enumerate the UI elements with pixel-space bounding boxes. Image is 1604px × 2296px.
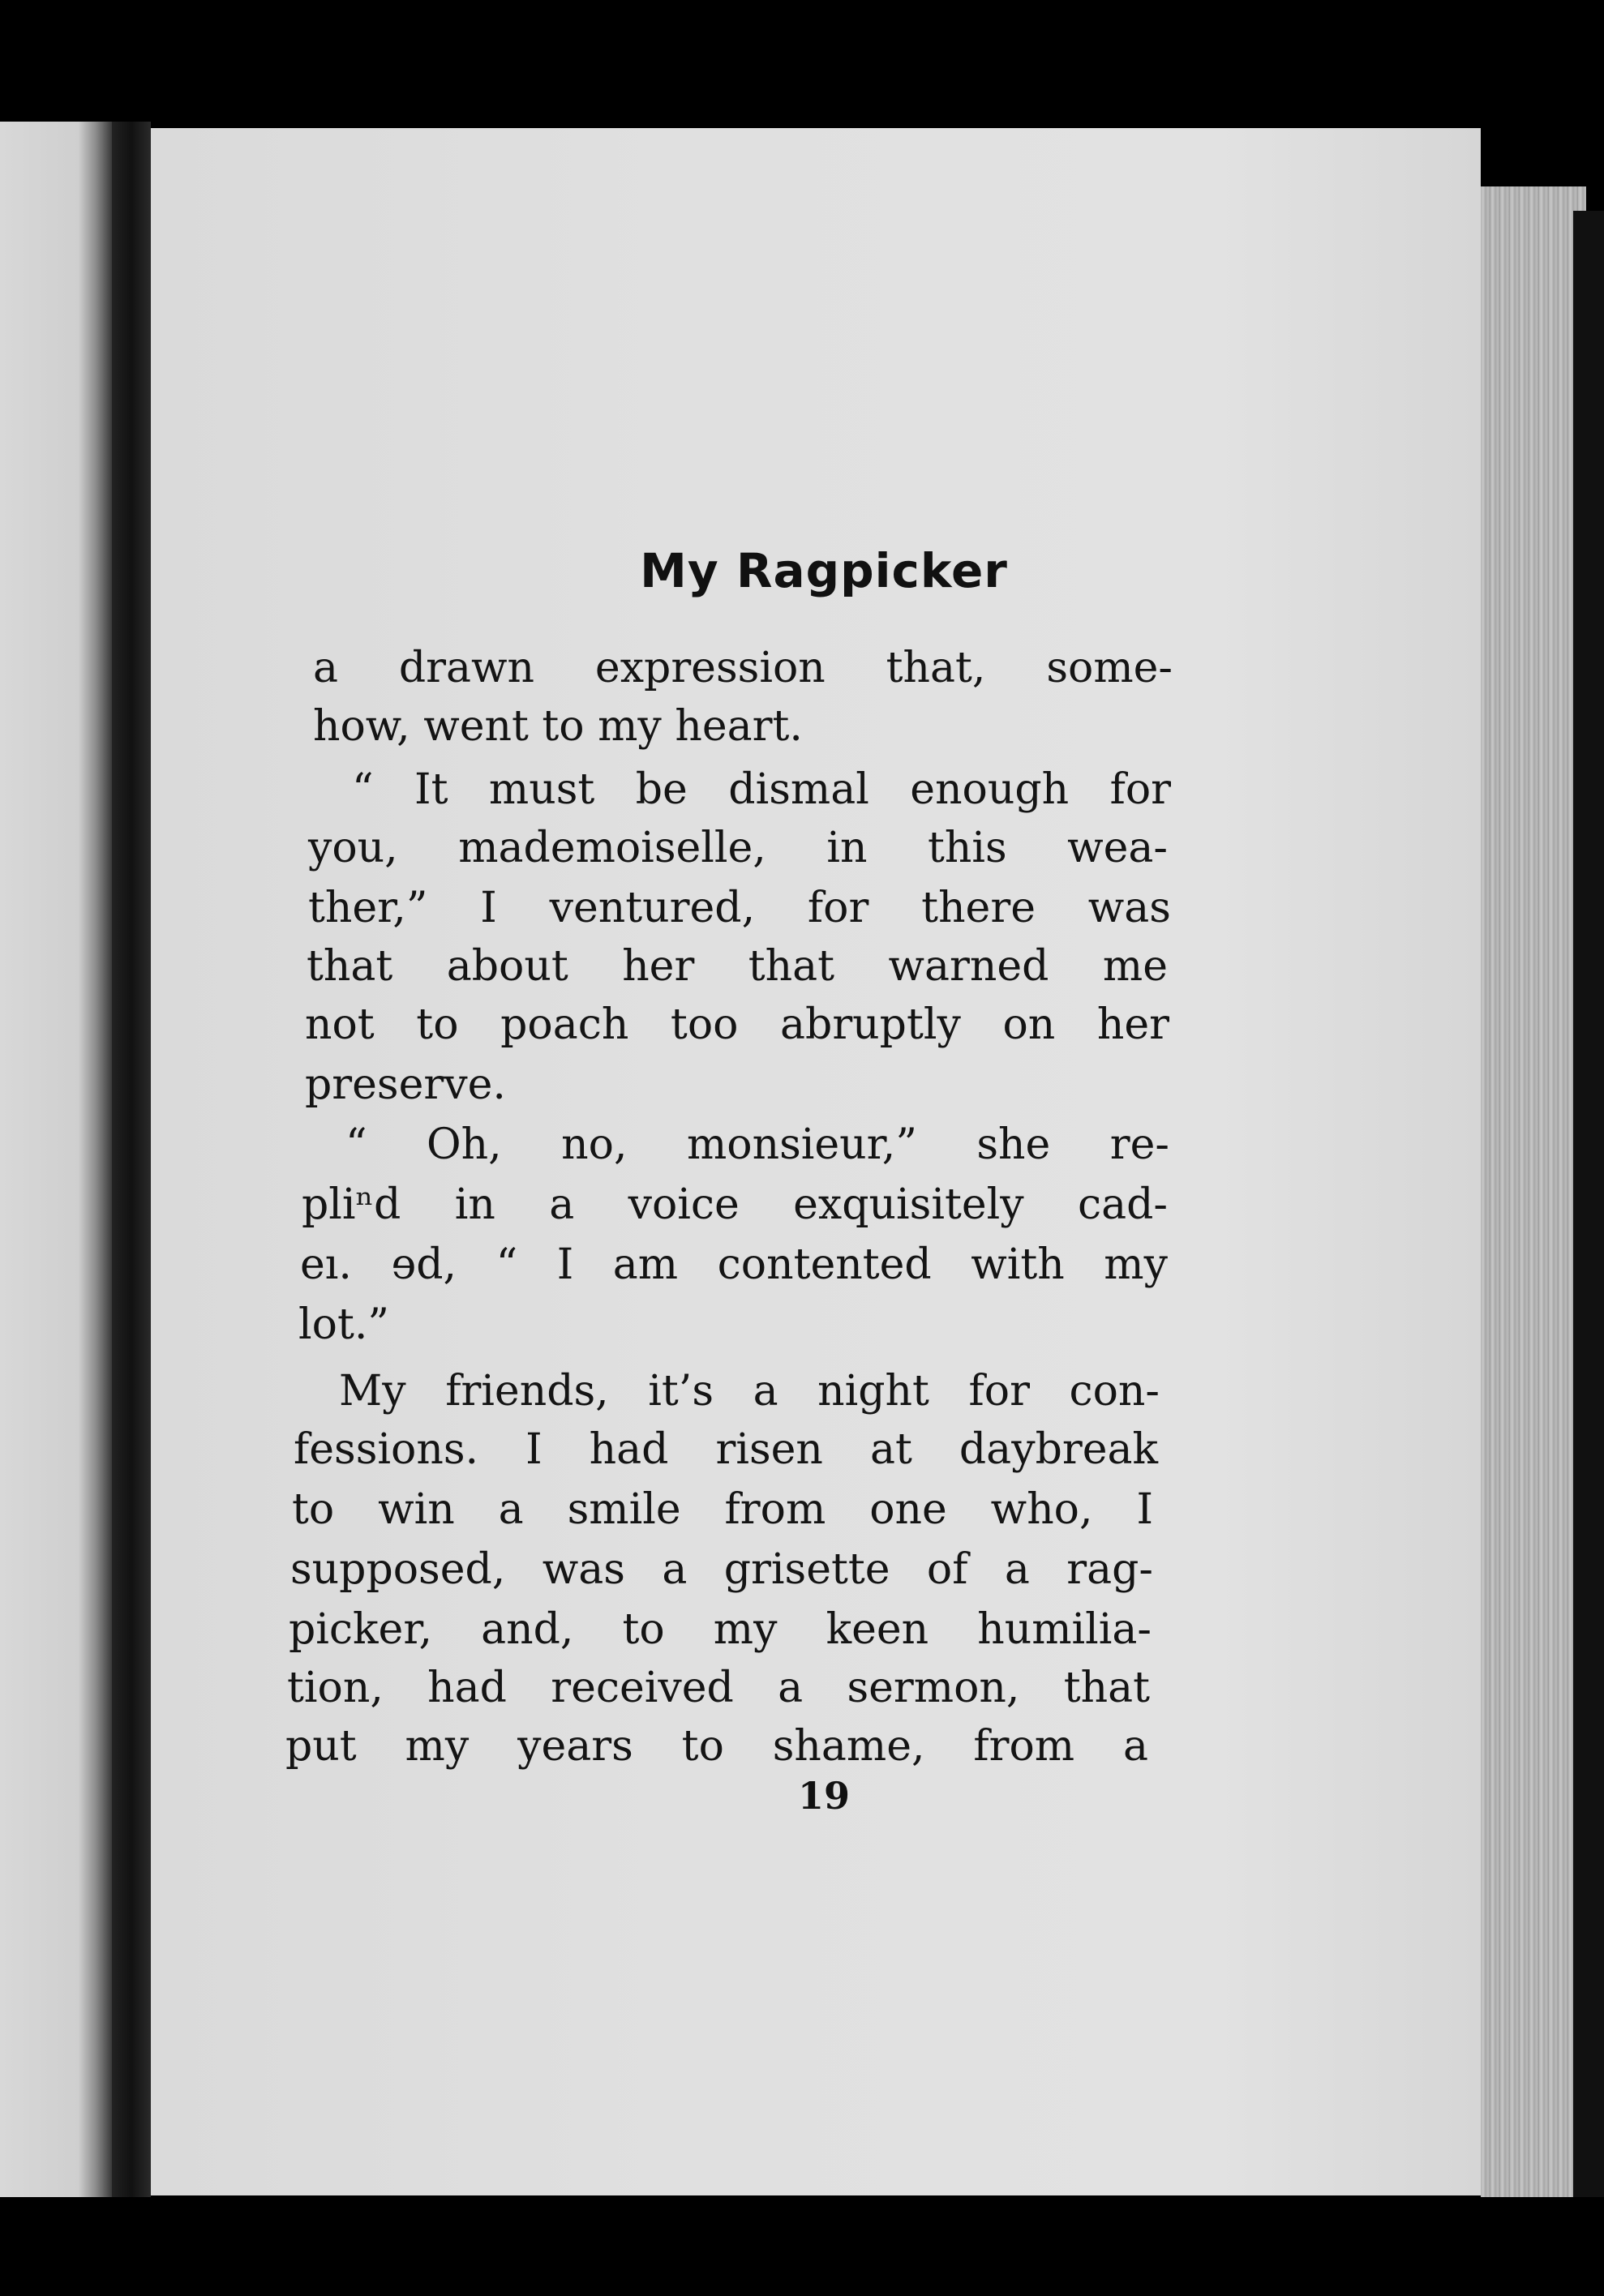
text-line: ther,” I ventured, for there was — [308, 884, 1171, 932]
running-head: My Ragpicker — [640, 543, 1008, 598]
book-page — [151, 128, 1481, 2195]
text-line: picker, and, to my keen humilia- — [289, 1605, 1152, 1654]
facing-page-edge — [0, 122, 112, 2197]
text-line: preserve. — [305, 1060, 506, 1109]
text-line: “ Oh, no, monsieur,” she re- — [345, 1120, 1169, 1169]
text-line: “ It must be dismal enough for — [352, 765, 1171, 814]
text-line: pliⁿd in a voice exquisitely cad- — [302, 1180, 1168, 1229]
text-line: not to poach too abruptly on her — [305, 1000, 1169, 1049]
text-line: to win a smile from one who, I — [292, 1485, 1153, 1534]
text-line: tion, had received a sermon, that — [287, 1664, 1150, 1712]
page-block-edge — [1481, 186, 1586, 2197]
text-line: how, went to my heart. — [313, 702, 803, 751]
text-line: you, mademoiselle, in this wea- — [308, 824, 1168, 872]
book-gutter — [112, 122, 151, 2197]
text-line: a drawn expression that, some- — [313, 644, 1173, 692]
page-edge-shadow — [1573, 211, 1604, 2197]
text-line: put my years to shame, from a — [285, 1722, 1148, 1771]
text-line: eı. ɘd, “ I am contented with my — [300, 1240, 1168, 1289]
text-line: supposed, was a grisette of a rag- — [290, 1545, 1153, 1594]
page-number: 19 — [797, 1774, 850, 1818]
text-line: fessions. I had risen at daybreak — [294, 1425, 1158, 1474]
text-line: that about her that warned me — [307, 942, 1168, 991]
text-line: My friends, it’s a night for con- — [339, 1367, 1160, 1416]
text-line: lot.” — [298, 1300, 389, 1349]
